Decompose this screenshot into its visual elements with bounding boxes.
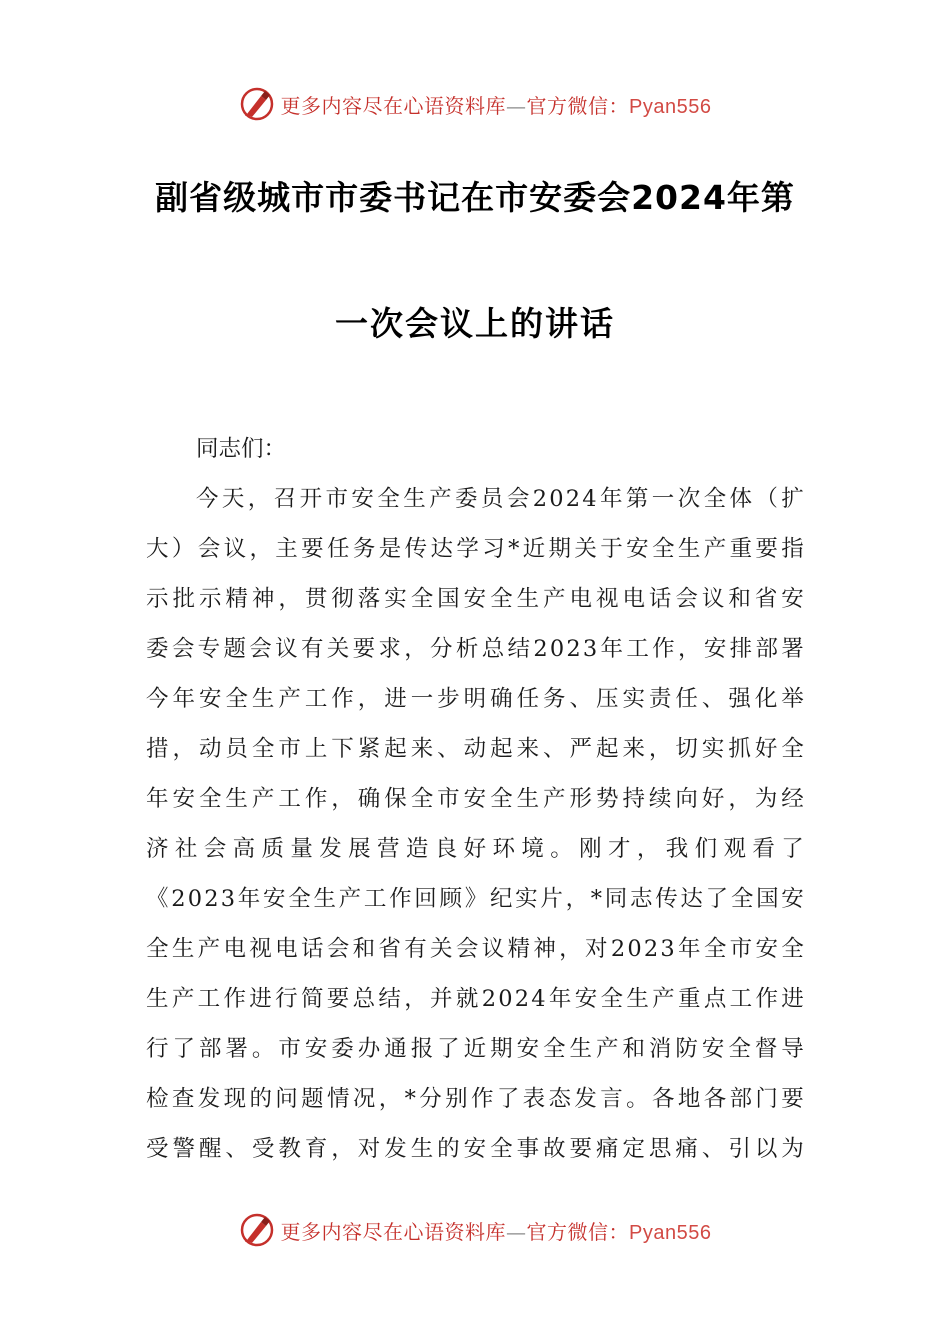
document-title-line-2: 一次会议上的讲话	[335, 304, 615, 343]
paragraph-line: 措，动员全市上下紧起来、动起来、严起来，切实抓好全	[146, 736, 806, 762]
paragraph-line: 行了部署。市安委办通报了近期安全生产和消防安全督导	[146, 1036, 806, 1062]
watermark-wechat-id: Pyan556	[629, 1221, 712, 1244]
watermark-text	[281, 1216, 712, 1245]
watermark-dash: —	[506, 93, 527, 118]
paragraph-line: 全生产电视电话会和省有关会议精神，对2023年全市安全	[146, 936, 806, 962]
paragraph-line: 示批示精神，贯彻落实全国安全生产电视电话会议和省安	[146, 586, 806, 612]
paragraph-line: 委会专题会议有关要求，分析总结2023年工作，安排部署	[146, 636, 806, 662]
paragraph-line: 大）会议，主要任务是传达学习*近期关于安全生产重要指	[146, 536, 806, 562]
paragraph-line: 《2023年安全生产工作回顾》纪实片，*同志传达了全国安	[146, 886, 806, 912]
paragraph-line: 今天，召开市安全生产委员会2024年第一次全体（扩	[196, 486, 806, 512]
watermark-main: 更多内容尽在心语资料库	[280, 1219, 507, 1244]
watermark-header	[0, 84, 950, 124]
paragraph-line: 检查发现的问题情况，*分别作了表态发言。各地各部门要	[146, 1086, 806, 1112]
pen-logo-icon	[239, 1212, 275, 1248]
paragraph-line: 受警醒、受教育，对发生的安全事故要痛定思痛、引以为	[146, 1136, 806, 1162]
watermark-main: 更多内容尽在心语资料库	[280, 93, 507, 118]
document-title-line-1: 副省级城市市委书记在市安委会2024年第	[155, 178, 795, 217]
body-paragraph	[146, 474, 806, 1174]
watermark-text	[281, 90, 712, 119]
watermark-wechat-label: 官方微信：	[526, 93, 630, 118]
watermark-dash: —	[506, 1219, 527, 1244]
paragraph-line: 生产工作进行简要总结，并就2024年安全生产重点工作进	[146, 986, 806, 1012]
pen-logo-icon	[239, 86, 275, 122]
salutation: 同志们：	[196, 436, 287, 462]
paragraph-line: 济社会高质量发展营造良好环境。刚才，我们观看了	[146, 836, 806, 862]
paragraph-line: 年安全生产工作，确保全市安全生产形势持续向好，为经	[146, 786, 806, 812]
paragraph-line: 今年安全生产工作，进一步明确任务、压实责任、强化举	[146, 686, 806, 712]
watermark-wechat-id: Pyan556	[629, 95, 712, 118]
watermark-footer	[0, 1210, 950, 1250]
watermark-wechat-label: 官方微信：	[526, 1219, 630, 1244]
